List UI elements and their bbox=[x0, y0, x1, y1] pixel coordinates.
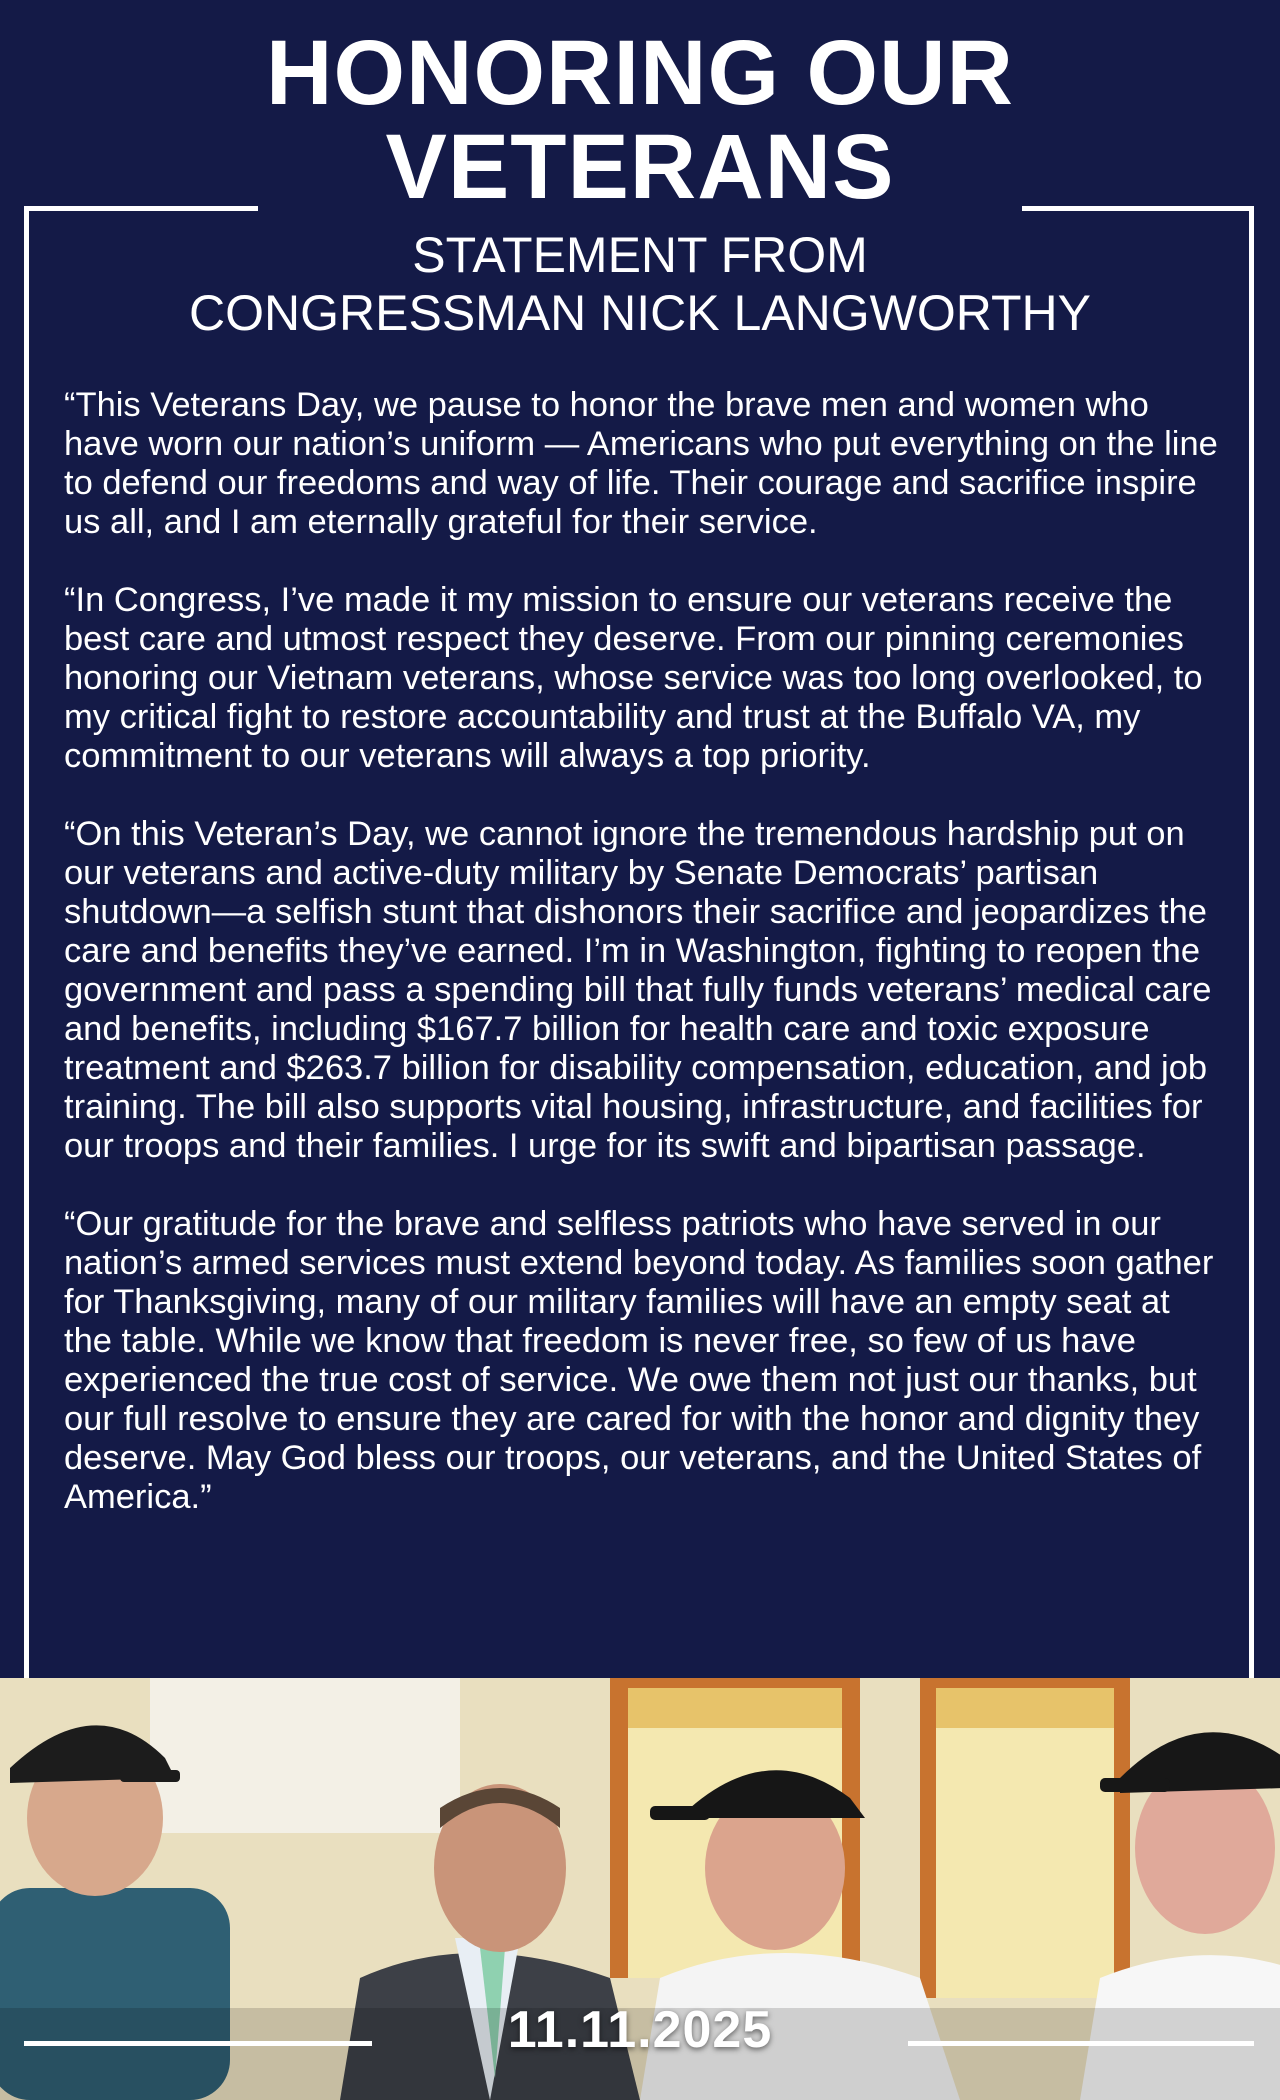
subtitle-line-2: CONGRESSMAN NICK LANGWORTHY bbox=[189, 285, 1091, 341]
frame-bottom-right bbox=[908, 2041, 1254, 2046]
statement-body bbox=[64, 386, 1224, 1556]
statement-paragraph-1: “This Veterans Day, we pause to honor the brave men and women who have worn our nation’s uniform — Americans who put everything on the line to defend our freedoms and way of life. Their courage and sacrifice inspire us all, and I am eternally grateful for their service. bbox=[64, 386, 1218, 541]
statement-paragraph-3: “On this Veteran’s Day, we cannot ignore the tremendous hardship put on our veterans and active-duty military by Senate Democrats’ partisan shutdown—a selfish stunt that dishonors their sacrifice and jeopardizes the care and benefits they’ve earned. I’m in Washington, fighting to reopen the government and pass a spending bill that fully funds veterans’ medical care and benefits, including $167.7 billion for health care and toxic exposure treatment and $263.7 billion for disability compensation, education, and job training. The bill also supports vital housing, infrastructure, and facilities for our troops and their families. I urge for its swift and bipartisan passage. bbox=[64, 815, 1212, 1165]
event-date: 11.11.2025 bbox=[507, 2001, 773, 2059]
title-line-2: VETERANS bbox=[385, 116, 895, 218]
page-title bbox=[0, 22, 1280, 218]
title-line-1: HONORING OUR bbox=[266, 22, 1014, 124]
statement-subtitle bbox=[0, 226, 1280, 342]
subtitle-line-1: STATEMENT FROM bbox=[412, 227, 868, 283]
statement-paragraph-4: “Our gratitude for the brave and selfless patriots who have served in our nation’s armed services must extend beyond today. As families soon gather for Thanksgiving, many of our military families will have an empty seat at the table. While we know that freedom is never free, so few of us have experienced the true cost of service. We owe them not just our thanks, but our full resolve to ensure they are cared for with the honor and dignity they deserve. May God bless our troops, our veterans, and the United States of America.” bbox=[64, 1205, 1214, 1516]
frame-bottom-left bbox=[24, 2041, 372, 2046]
statement-paragraph-2: “In Congress, I’ve made it my mission to ensure our veterans receive the best care and utmost respect they deserve. From our pinning ceremonies honoring our Vietnam veterans, whose service was too long overlooked, to my critical fight to restore accountability and trust at the Buffalo VA, my commitment to our veterans will always a top priority. bbox=[64, 581, 1203, 775]
